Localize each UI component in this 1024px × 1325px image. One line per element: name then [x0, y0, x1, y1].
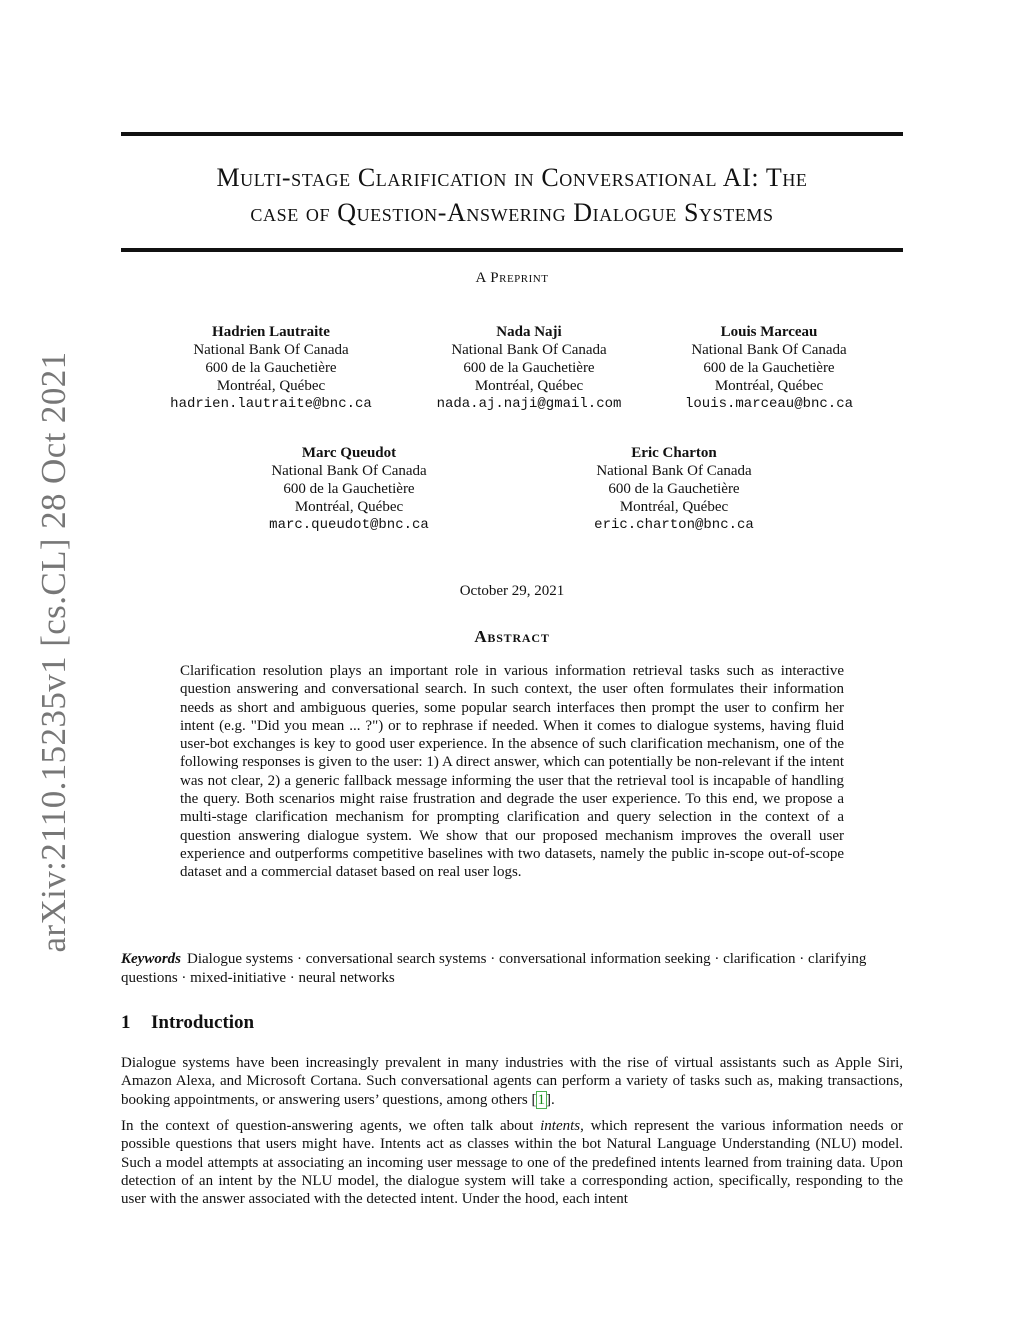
author-email: hadrien.lautraite@bnc.ca — [170, 396, 372, 412]
title-line-2: case of Question-Answering Dialogue Systems — [250, 198, 774, 227]
author-org: National Bank Of Canada — [451, 342, 607, 358]
paragraph-text: , which represent the various information needs or possible questions that users might have. Intents act as classes within the bot Natural Language Understanding (NLU) model. Such a model attempts at associating an incoming user message to one of the predefined intents learned from training data. Upon detection of an intent by the NLU model, the dialogue system will take a corresponding action, specifically, responding to the user with the answer associated with the detected intent. Under the hood, each intent — [121, 1118, 904, 1208]
author-address: 600 de la Gauchetière — [463, 360, 595, 376]
title-rule-bottom — [121, 248, 903, 252]
author-org: National Bank Of Canada — [193, 342, 349, 358]
citation-link[interactable]: 1 — [537, 1091, 545, 1108]
section-heading — [121, 1012, 903, 1034]
author-city: Montréal, Québec — [216, 378, 326, 394]
author-city: Montréal, Québec — [619, 499, 729, 515]
author-email: eric.charton@bnc.ca — [594, 517, 754, 533]
author-block — [219, 444, 479, 534]
author-name: Marc Queudot — [301, 445, 397, 461]
author-city: Montréal, Québec — [294, 499, 404, 515]
section-title: Introduction — [151, 1012, 255, 1033]
title-rule-top — [121, 132, 903, 136]
intro-paragraph — [121, 1117, 903, 1208]
author-email: louis.marceau@bnc.ca — [684, 396, 854, 412]
emphasis-term: intents — [540, 1118, 581, 1134]
author-block — [544, 444, 804, 534]
author-city: Montréal, Québec — [474, 378, 584, 394]
author-name: Eric Charton — [631, 445, 717, 461]
arxiv-identifier: arXiv:2110.15235v1 [cs.CL] 28 Oct 2021 — [34, 351, 73, 953]
paragraph-text: In the context of question-answering agents, we often talk about — [121, 1118, 541, 1134]
author-address: 600 de la Gauchetière — [608, 481, 740, 497]
author-address: 600 de la Gauchetière — [283, 481, 415, 497]
keywords-label: Keywords — [121, 951, 181, 967]
keywords — [121, 950, 903, 987]
author-org: National Bank Of Canada — [596, 463, 752, 479]
preprint-label: A Preprint — [475, 270, 549, 286]
paragraph-text: Dialogue systems have been increasingly prevalent in many industries with the rise of virtual assistants such as Apple Siri, Amazon Alexa, and Microsoft Cortana. Such conversational agents can perform a variety of tasks such as, making transactions, booking appointments, or answering users’ questions, among others [ — [121, 1055, 903, 1108]
author-block — [141, 323, 401, 413]
keywords-text: Dialogue systems · conversational search systems · conversational information seeking · clarification · clarifying questions · mixed-initiative · neural networks — [121, 951, 867, 986]
abstract-text: Clarification resolution plays an important role in various information retrieval tasks such as interactive question answering and conversational search. In such context, the user often formulates their information needs as short and ambiguous queries, some popular search interfaces then prompt the user to confirm her intent (e.g. "Did you mean ... ?") or to rephrase if needed. When it comes to dialogue systems, having fluid user-bot exchanges is key to good user experience. In the absence of such clarification mechanism, one of the following responses is given to the user: 1) A direct answer, which can potentially be non-relevant if the intent was not clear, 2) a generic fallback message informing the user that the retrieval tool is incapable of handling the query. Both scenarios might raise frustration and degrade the user experience. To this end, we propose a multi-stage clarification mechanism for prompting clarification and query selection in the context of a question answering dialogue system. We show that our proposed mechanism improves the overall user experience and outperforms competitive baselines with two datasets, namely the public in-scope out-of-scope dataset and a commercial dataset based on real user logs. — [180, 663, 844, 881]
author-address: 600 de la Gauchetière — [703, 360, 835, 376]
author-org: National Bank Of Canada — [691, 342, 847, 358]
author-org: National Bank Of Canada — [271, 463, 427, 479]
author-block — [399, 323, 659, 413]
author-email: marc.queudot@bnc.ca — [269, 517, 429, 533]
section-number: 1 — [121, 1012, 131, 1033]
author-name: Nada Naji — [496, 324, 562, 340]
publication-date: October 29, 2021 — [459, 583, 565, 599]
paragraph-text: ]. — [546, 1091, 555, 1108]
abstract-heading: Abstract — [474, 627, 550, 646]
author-email: nada.aj.naji@gmail.com — [436, 396, 622, 412]
author-address: 600 de la Gauchetière — [205, 360, 337, 376]
title-line-1: Multi-stage Clarification in Conversational AI: The — [216, 163, 808, 192]
author-name: Louis Marceau — [720, 324, 818, 340]
paper-title — [121, 160, 903, 230]
intro-paragraph — [121, 1054, 903, 1109]
author-name: Hadrien Lautraite — [212, 324, 330, 340]
author-city: Montréal, Québec — [714, 378, 824, 394]
author-block — [639, 323, 899, 413]
